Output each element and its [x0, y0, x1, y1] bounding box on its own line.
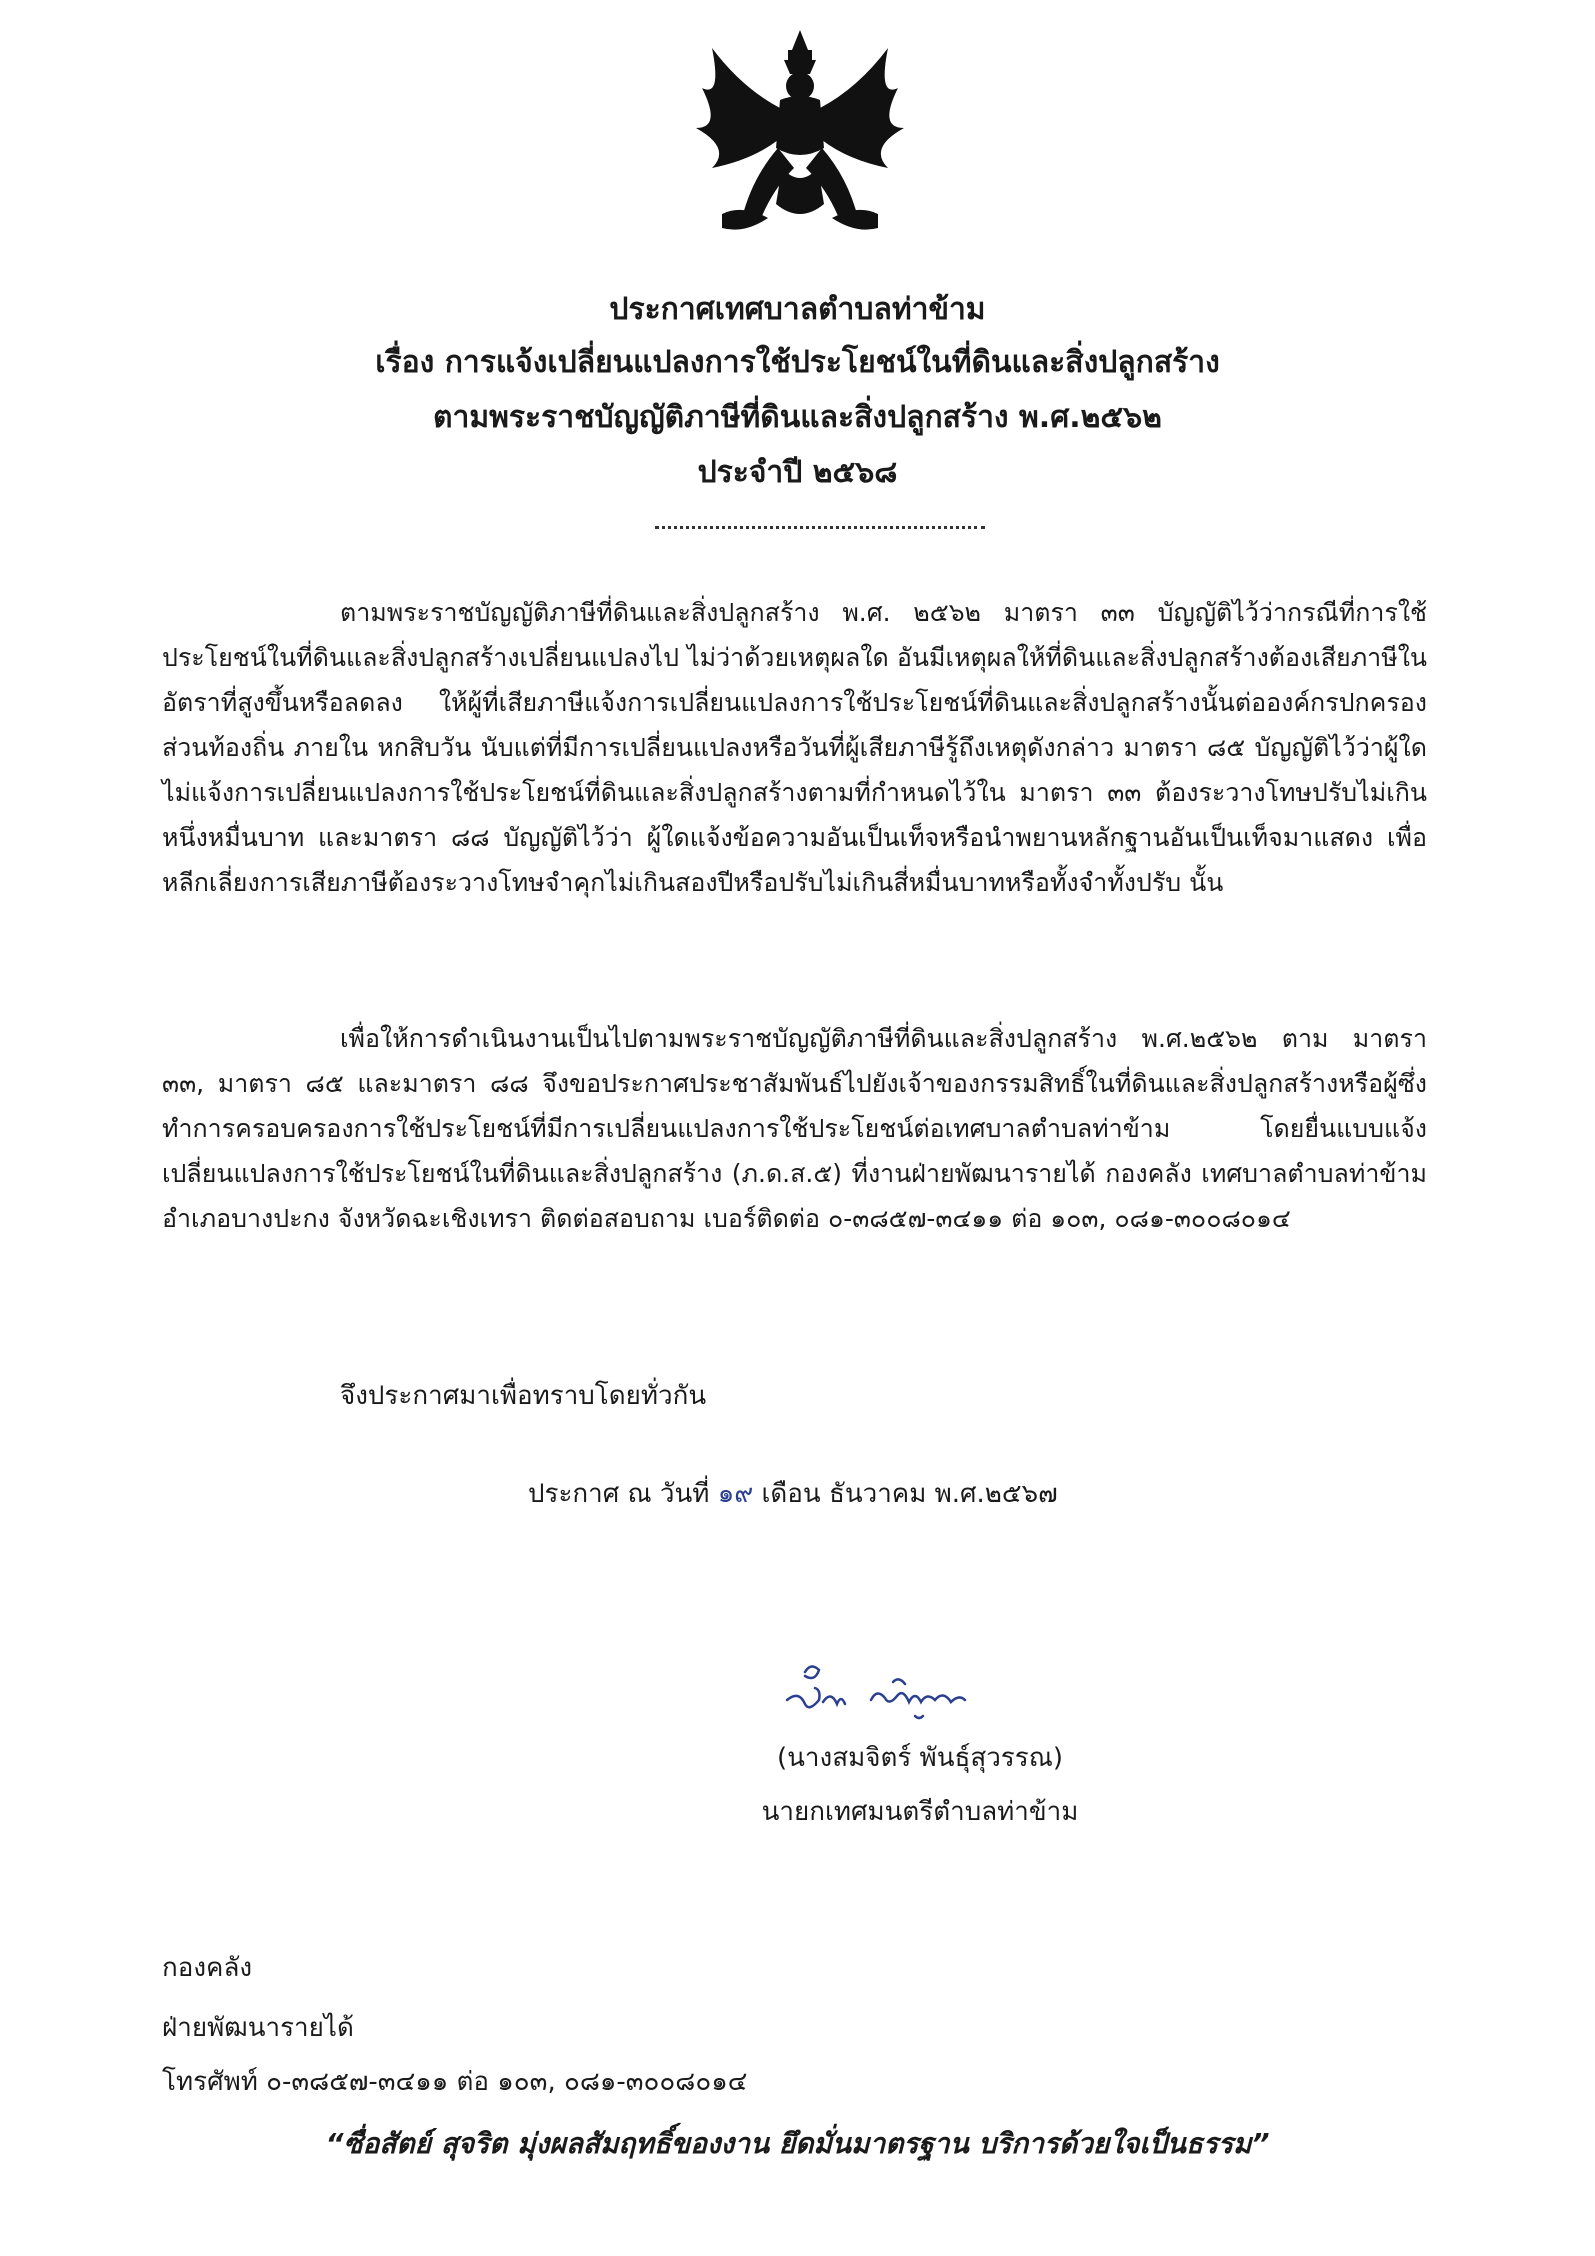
title-divider: [655, 526, 985, 529]
handwritten-signature: [775, 1660, 1015, 1730]
footer-section: ฝ่ายพัฒนารายได้: [162, 2013, 354, 2043]
body-paragraph-2: เพื่อให้การดำเนินงานเป็นไปตามพระราชบัญญัติภาษีที่ดินและสิ่งปลูกสร้าง พ.ศ.๒๕๖๒ ตาม มาตรา ๓๓, มาตรา ๘๕ และมาตรา ๘๘ จึงขอประกาศประชาสัมพันธ์ไปยังเจ้าของกรรมสิทธิ์ในที่ดินและสิ่งปลูกสร้างหรือผู้ซึ่งทำการครอบครองการใช้ประโยชน์ที่มีการเปลี่ยนแปลงการใช้ประโยชน์ต่อเทศบาลตำบลท่าข้าม โดยยื่นแบบแจ้งเปลี่ยนแปลงการใช้ประโยชน์ในที่ดินและสิ่งปลูกสร้าง (ภ.ด.ส.๕) ที่งานฝ่ายพัฒนารายได้ กองคลัง เทศบาลตำบลท่าข้าม อำเภอบางปะกง จังหวัดฉะเชิงเทรา ติดต่อสอบถาม เบอร์ติดต่อ ๐-๓๘๕๗-๓๔๑๑ ต่อ ๑๐๓, ๐๘๑-๓๐๐๘๐๑๔: [162, 1024, 1427, 1233]
announcement-year: ประจำปี ๒๕๖๘: [697, 455, 898, 490]
date-prefix: ประกาศ ณ วันที่: [528, 1479, 710, 1509]
announcement-law-reference: ตามพระราชบัญญัติภาษีที่ดินและสิ่งปลูกสร้าง พ.ศ.๒๕๖๒: [433, 400, 1162, 435]
signatory-title: นายกเทศมนตรีตำบลท่าข้าม: [761, 1797, 1079, 1827]
date-suffix: เดือน ธันวาคม พ.ศ.๒๕๖๗: [761, 1479, 1058, 1509]
date-day: ๑๙: [717, 1479, 754, 1509]
announcement-subject: เรื่อง การแจ้งเปลี่ยนแปลงการใช้ประโยชน์ในที่ดินและสิ่งปลูกสร้าง: [375, 345, 1220, 380]
announcement-date: [528, 1476, 1058, 1512]
announcement-title: ประกาศเทศบาลตำบลท่าข้าม: [609, 292, 986, 327]
body-paragraph-1: ตามพระราชบัญญัติภาษีที่ดินและสิ่งปลูกสร้าง พ.ศ. ๒๕๖๒ มาตรา ๓๓ บัญญัติไว้ว่ากรณีที่การใช้ประโยชน์ในที่ดินและสิ่งปลูกสร้างเปลี่ยนแปลงไป ไม่ว่าด้วยเหตุผลใด อันมีเหตุผลให้ที่ดินและสิ่งปลูกสร้างต้องเสียภาษีในอัตราที่สูงขึ้นหรือลดลง ให้ผู้ที่เสียภาษีแจ้งการเปลี่ยนแปลงการใช้ประโยชน์ที่ดินและสิ่งปลูกสร้างนั้นต่อองค์กรปกครองส่วนท้องถิ่น ภายใน หกสิบวัน นับแต่ที่มีการเปลี่ยนแปลงหรือวันที่ผู้เสียภาษีรู้ถึงเหตุดังกล่าว มาตรา ๘๕ บัญญัติไว้ว่าผู้ใดไม่แจ้งการเปลี่ยนแปลงการใช้ประโยชน์ที่ดินและสิ่งปลูกสร้างตามที่กำหนดไว้ใน มาตรา ๓๓ ต้องระวางโทษปรับไม่เกินหนึ่งหมื่นบาท และมาตรา ๘๘ บัญญัติไว้ว่า ผู้ใดแจ้งข้อความอันเป็นเท็จหรือนำพยานหลักฐานอันเป็นเท็จมาแสดง เพื่อหลีกเลี่ยงการเสียภาษีต้องระวางโทษจำคุกไม่เกินสองปีหรือปรับไม่เกินสี่หมื่นบาทหรือทั้งจำทั้งปรับ นั้น: [162, 598, 1427, 897]
signatory-name: (นางสมจิตร์ พันธุ์สุวรรณ): [776, 1743, 1063, 1773]
garuda-emblem-icon: [682, 28, 918, 244]
closing-statement: จึงประกาศมาเพื่อทราบโดยทั่วกัน: [340, 1381, 707, 1411]
organization-motto: “ซื่อสัตย์ สุจริต มุ่งผลสัมฤทธิ์ของงาน ยึดมั่นมาตรฐาน บริการด้วยใจเป็นธรรม”: [325, 2127, 1270, 2160]
footer-division: กองคลัง: [162, 1953, 253, 1983]
footer-phone: โทรศัพท์ ๐-๓๘๕๗-๓๔๑๑ ต่อ ๑๐๓, ๐๘๑-๓๐๐๘๐๑๔: [162, 2067, 748, 2097]
